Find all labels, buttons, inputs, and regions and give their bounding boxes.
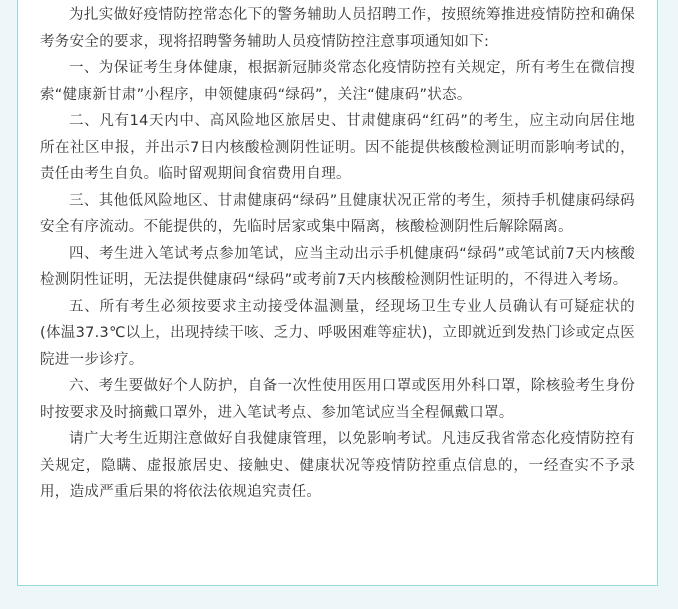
item-paragraph-5: 五、所有考生必须按要求主动接受体温测量，经现场卫生专业人员确认有可疑症状的(体温37.3℃以上，出现持续干咳、乏力、呼吸困难等症状)，立即就近到发热门诊或定点医院进一步诊疗。 [40, 298, 635, 368]
intro-paragraph: 为扎实做好疫情防控常态化下的警务辅助人员招聘工作，按照统筹推进疫情防控和确保考务安全的要求，现将招聘警务辅助人员疫情防控注意事项通知如下: [40, 7, 635, 50]
notice-body [40, 2, 635, 506]
item-paragraph-2: 二、凡有14天内中、高风险地区旅居史、甘肃健康码“红码”的考生，应主动向居住地所在社区申报，并出示7日内核酸检测阴性证明。因不能提供核酸检测证明而影响考试的，责任由考生自负。临时留观期间食宿费用自理。 [40, 113, 635, 182]
item-paragraph-1: 一、为保证考生身体健康，根据新冠肺炎常态化疫情防控有关规定，所有考生在微信搜索“健康新甘肃”小程序，申领健康码“绿码”，关注“健康码”状态。 [40, 60, 635, 103]
item-paragraph-6: 六、考生要做好个人防护，自备一次性使用医用口罩或医用外科口罩，除核验考生身份时按要求及时摘戴口罩外，进入笔试考点、参加笔试应当全程佩戴口罩。 [40, 378, 635, 421]
item-paragraph-3: 三、其他低风险地区、甘肃健康码“绿码”且健康状况正常的考生，须持手机健康码绿码安全有序流动。不能提供的，先临时居家或集中隔离，核酸检测阴性后解除隔离。 [40, 192, 635, 235]
item-paragraph-4: 四、考生进入笔试考点参加笔试，应当主动出示手机健康码“绿码”或笔试前7天内核酸检测阴性证明，无法提供健康码“绿码”或考前7天内核酸检测阴性证明的，不得进入考场。 [40, 245, 635, 288]
notice-card [17, 0, 658, 586]
closing-paragraph: 请广大考生近期注意做好自我健康管理，以免影响考试。凡违反我省常态化疫情防控有关规定，隐瞒、虚报旅居史、接触史、健康状况等疫情防控重点信息的，一经查实不予录用，造成严重后果的将依法依规追究责任。 [40, 431, 635, 500]
